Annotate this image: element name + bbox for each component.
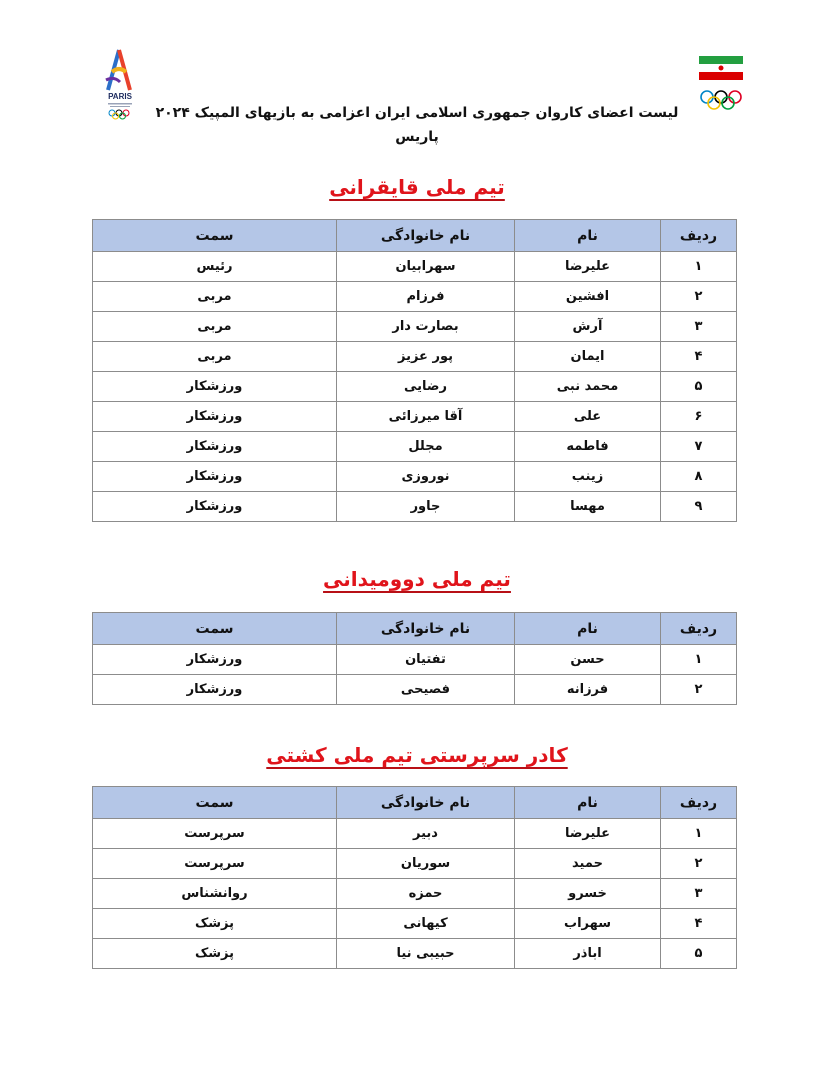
- cell-first-name: فاطمه: [515, 432, 661, 462]
- cell-last-name: حمزه: [337, 879, 515, 909]
- cell-role: ورزشکار: [93, 492, 337, 522]
- iran-flag-icon: [698, 56, 744, 112]
- cell-last-name: بصارت دار: [337, 312, 515, 342]
- header-row-number: ردیف: [661, 220, 737, 252]
- cell-row-number: ۶: [661, 402, 737, 432]
- table-row: [93, 432, 737, 462]
- table-row: [93, 645, 737, 675]
- table-header-row: [93, 787, 737, 819]
- table-row: [93, 402, 737, 432]
- table-row: [93, 312, 737, 342]
- cell-last-name: دبیر: [337, 819, 515, 849]
- section-title-athletics: تیم ملی دوومیدانی: [323, 567, 511, 591]
- cell-first-name: علیرضا: [515, 819, 661, 849]
- table-wrestling-staff: [92, 786, 737, 969]
- table-header-row: [93, 220, 737, 252]
- svg-text:PARIS: PARIS: [108, 92, 132, 101]
- cell-last-name: جاور: [337, 492, 515, 522]
- cell-last-name: آقا میرزائی: [337, 402, 515, 432]
- table-row: [93, 342, 737, 372]
- cell-role: رئیس: [93, 252, 337, 282]
- cell-row-number: ۴: [661, 909, 737, 939]
- table-row: [93, 675, 737, 705]
- header-row-number: ردیف: [661, 787, 737, 819]
- cell-row-number: ۱: [661, 819, 737, 849]
- cell-last-name: تفتیان: [337, 645, 515, 675]
- cell-role: مربی: [93, 312, 337, 342]
- cell-row-number: ۱: [661, 645, 737, 675]
- cell-role: مربی: [93, 342, 337, 372]
- cell-last-name: سهرابیان: [337, 252, 515, 282]
- header-role: سمت: [93, 787, 337, 819]
- cell-first-name: حمید: [515, 849, 661, 879]
- table-rowing: [92, 219, 737, 522]
- cell-role: سرپرست: [93, 819, 337, 849]
- table-header-row: [93, 613, 737, 645]
- cell-role: روانشناس: [93, 879, 337, 909]
- cell-role: ورزشکار: [93, 645, 337, 675]
- cell-last-name: سوریان: [337, 849, 515, 879]
- olympic-rings-icon: [701, 91, 741, 109]
- cell-last-name: نوروزی: [337, 462, 515, 492]
- cell-row-number: ۵: [661, 939, 737, 969]
- table-row: [93, 372, 737, 402]
- table-row: [93, 462, 737, 492]
- cell-first-name: سهراب: [515, 909, 661, 939]
- table-row: [93, 879, 737, 909]
- cell-row-number: ۲: [661, 282, 737, 312]
- cell-first-name: محمد نبی: [515, 372, 661, 402]
- cell-row-number: ۳: [661, 879, 737, 909]
- cell-role: سرپرست: [93, 849, 337, 879]
- table-row: [93, 849, 737, 879]
- cell-row-number: ۷: [661, 432, 737, 462]
- cell-first-name: خسرو: [515, 879, 661, 909]
- cell-first-name: فرزانه: [515, 675, 661, 705]
- cell-row-number: ۸: [661, 462, 737, 492]
- cell-row-number: ۱: [661, 252, 737, 282]
- header-role: سمت: [93, 220, 337, 252]
- cell-role: ورزشکار: [93, 402, 337, 432]
- table-row: [93, 819, 737, 849]
- cell-first-name: حسن: [515, 645, 661, 675]
- cell-row-number: ۴: [661, 342, 737, 372]
- cell-role: ورزشکار: [93, 372, 337, 402]
- cell-last-name: پور عزیز: [337, 342, 515, 372]
- cell-row-number: ۲: [661, 675, 737, 705]
- header-role: سمت: [93, 613, 337, 645]
- cell-first-name: علی: [515, 402, 661, 432]
- cell-first-name: ایمان: [515, 342, 661, 372]
- table-row: [93, 252, 737, 282]
- table-row: [93, 492, 737, 522]
- paris-2024-emblem-icon: [92, 46, 148, 120]
- cell-last-name: کیهانی: [337, 909, 515, 939]
- cell-last-name: فصیحی: [337, 675, 515, 705]
- cell-last-name: مجلل: [337, 432, 515, 462]
- header-first-name: نام: [515, 220, 661, 252]
- header-row-number: ردیف: [661, 613, 737, 645]
- iran-olympic-logo: [698, 56, 744, 112]
- cell-first-name: علیرضا: [515, 252, 661, 282]
- header-last-name: نام خانوادگی: [337, 613, 515, 645]
- table-athletics: [92, 612, 737, 705]
- cell-first-name: افشین: [515, 282, 661, 312]
- table-row: [93, 939, 737, 969]
- cell-role: مربی: [93, 282, 337, 312]
- cell-last-name: حبیبی نیا: [337, 939, 515, 969]
- cell-row-number: ۲: [661, 849, 737, 879]
- paris-2024-logo: [92, 46, 148, 120]
- section-title-rowing: تیم ملی قایقرانی: [329, 175, 505, 199]
- header-last-name: نام خانوادگی: [337, 220, 515, 252]
- cell-row-number: ۵: [661, 372, 737, 402]
- section-title-wrestling-staff: کادر سرپرستی تیم ملی کشتی: [266, 743, 568, 767]
- cell-row-number: ۳: [661, 312, 737, 342]
- header-last-name: نام خانوادگی: [337, 787, 515, 819]
- cell-row-number: ۹: [661, 492, 737, 522]
- document-title: لیست اعضای کاروان جمهوری اسلامی ایران اعزامی به بازیهای المپیک ۲۰۲۴ پاریس: [155, 105, 679, 145]
- header-first-name: نام: [515, 613, 661, 645]
- cell-first-name: زینب: [515, 462, 661, 492]
- cell-first-name: آرش: [515, 312, 661, 342]
- cell-role: پزشک: [93, 909, 337, 939]
- cell-role: ورزشکار: [93, 462, 337, 492]
- cell-last-name: رضایی: [337, 372, 515, 402]
- table-row: [93, 282, 737, 312]
- cell-last-name: فرزام: [337, 282, 515, 312]
- cell-role: ورزشکار: [93, 432, 337, 462]
- cell-first-name: مهسا: [515, 492, 661, 522]
- cell-role: پزشک: [93, 939, 337, 969]
- table-row: [93, 909, 737, 939]
- cell-first-name: اباذر: [515, 939, 661, 969]
- cell-role: ورزشکار: [93, 675, 337, 705]
- header-first-name: نام: [515, 787, 661, 819]
